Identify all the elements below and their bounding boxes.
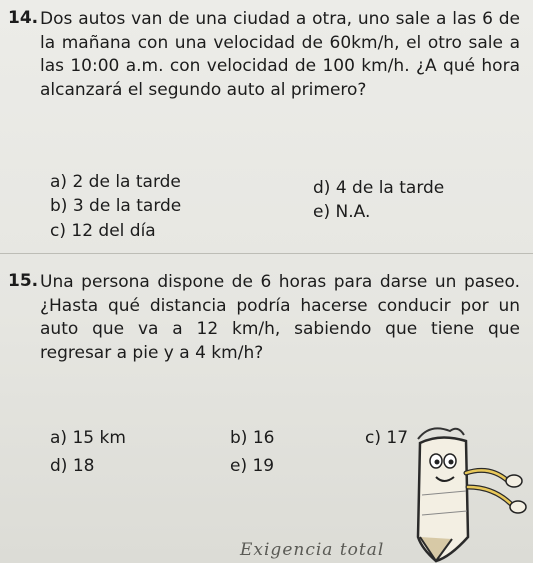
option-b: b) 3 de la tarde	[50, 196, 182, 216]
option-c: c) 17	[365, 428, 409, 448]
option-a: a) 2 de la tarde	[50, 172, 181, 192]
option-d: d) 18	[50, 456, 95, 476]
problem-text: Una persona dispone de 6 horas para darse un paseo. ¿Hasta qué distancia podría hacerse conducir por un auto que va a 12 km/h, sabiendo que tiene que regresar a pie y a 4 km/h?	[40, 272, 520, 363]
pencil-mascot-icon	[410, 425, 533, 563]
option-a: a) 15 km	[50, 428, 126, 448]
problem-number: 14.	[8, 8, 39, 28]
option-d: d) 4 de la tarde	[313, 178, 445, 198]
problem-number: 15.	[8, 271, 39, 291]
problem-text: Dos autos van de una ciudad a otra, uno sale a las 6 de la mañana con una velocidad de 60km/h, el otro sale a las 10:00 a.m. con velocidad de 100 km/h. ¿A qué hora alcanzará el segundo auto al primero?	[40, 9, 520, 100]
option-e: e) N.A.	[313, 202, 371, 222]
divider	[0, 253, 533, 254]
footer-text: Exigencia total	[240, 540, 385, 560]
option-b: b) 16	[230, 428, 275, 448]
option-e: e) 19	[230, 456, 275, 476]
option-c: c) 12 del día	[50, 221, 156, 241]
